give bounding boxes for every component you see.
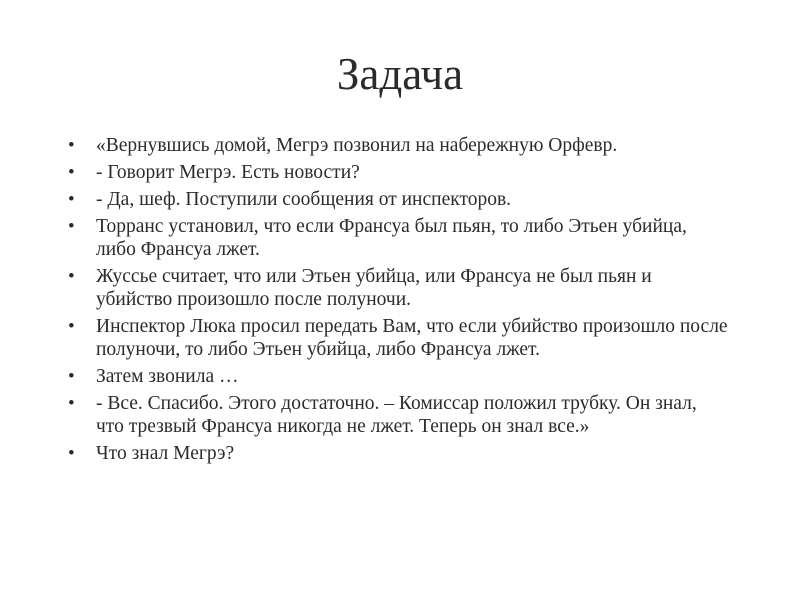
bullet-icon: • bbox=[68, 189, 75, 210]
bullet-item bbox=[68, 315, 728, 361]
bullet-item bbox=[68, 188, 728, 211]
bullet-item bbox=[68, 215, 728, 261]
bullet-icon: • bbox=[68, 366, 75, 387]
bullet-icon: • bbox=[68, 162, 75, 183]
bullet-text: - Говорит Мегрэ. Есть новости? bbox=[96, 162, 360, 183]
bullet-icon: • bbox=[68, 216, 75, 237]
bullet-icon: • bbox=[68, 443, 75, 464]
bullet-item bbox=[68, 392, 728, 438]
bullet-list bbox=[68, 134, 728, 469]
bullet-text: Что знал Мегрэ? bbox=[96, 443, 235, 464]
bullet-text: - Да, шеф. Поступили сообщения от инспекторов. bbox=[96, 189, 512, 210]
bullet-icon: • bbox=[68, 135, 75, 156]
bullet-text: Инспектор Люка просил передать Вам, что если убийство произошло после полуночи, то либо Этьен убийца, либо Франсуа лжет. bbox=[96, 316, 728, 360]
bullet-text: «Вернувшись домой, Мегрэ позвонил на набережную Орфевр. bbox=[96, 135, 618, 156]
bullet-item bbox=[68, 442, 728, 465]
bullet-icon: • bbox=[68, 393, 75, 414]
bullet-item bbox=[68, 134, 728, 157]
bullet-text: Торранс установил, что если Франсуа был пьян, то либо Этьен убийца, либо Франсуа лжет. bbox=[96, 216, 687, 260]
bullet-text: Затем звонила … bbox=[96, 366, 239, 387]
bullet-item bbox=[68, 161, 728, 184]
bullet-item bbox=[68, 365, 728, 388]
bullet-item bbox=[68, 265, 728, 311]
slide-title: Задача bbox=[336, 49, 464, 99]
bullet-icon: • bbox=[68, 266, 75, 287]
bullet-text: - Все. Спасибо. Этого достаточно. – Комиссар положил трубку. Он знал, что трезвый Франсуа никогда не лжет. Теперь он знал все.» bbox=[96, 393, 697, 437]
bullet-icon: • bbox=[68, 316, 75, 337]
bullet-text: Жуссье считает, что или Этьен убийца, или Франсуа не был пьян и убийство произошло после полуночи. bbox=[96, 266, 652, 310]
